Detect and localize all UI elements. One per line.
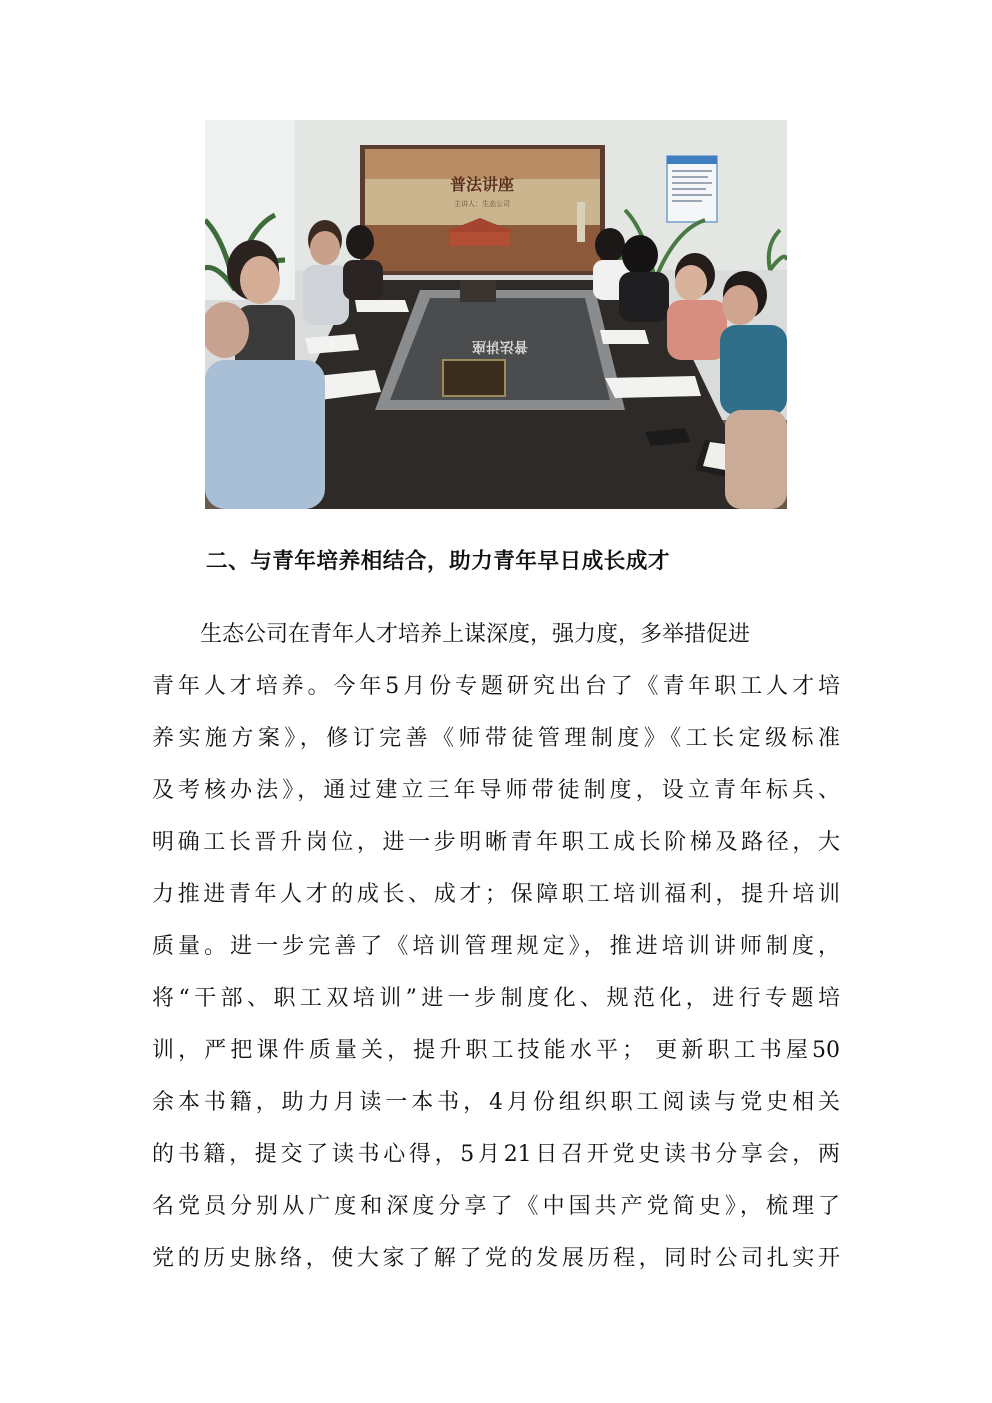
text-line-1: 生态公司在青年人才培养上谋深度，强力度，多举措促进 [200, 622, 751, 647]
text-line-13: 党的历史脉络，使大家了解了党的发展历程，同时公司扎实开 [152, 1246, 840, 1271]
text-line-9: 训，严把课件质量关，提升职工技能水平； 更新职工书屋50 [152, 1038, 840, 1063]
screen-title: 普法讲座 [449, 175, 515, 194]
text-line-3: 养实施方案》，修订完善《师带徒管理制度》《工长定级标准 [152, 726, 840, 751]
text-line-6: 力推进青年人才的成长、成才；保障职工培训福利，提升培训 [152, 882, 840, 907]
text-line-8: 将“干部、职工双培训”进一步制度化、规范化，进行专题培 [152, 986, 840, 1011]
text-line-2: 青年人才培养。今年5月份专题研究出台了《青年职工人才培 [152, 674, 840, 699]
body-paragraph [152, 613, 852, 1289]
table-reflection-text: 普法讲座 [472, 338, 528, 354]
text-line-7: 质量。进一步完善了《培训管理规定》，推进培训讲师制度， [152, 934, 840, 959]
text-line-12: 名党员分别从广度和深度分享了《中国共产党简史》，梳理了 [152, 1194, 840, 1219]
text-line-10: 余本书籍，助力月读一本书，4月份组织职工阅读与党史相关 [152, 1090, 840, 1115]
section-heading: 二、与青年培养相结合，助力青年早日成长成才 [206, 549, 671, 574]
text-line-5: 明确工长晋升岗位，进一步明晰青年职工成长阶梯及路径，大 [152, 830, 840, 855]
screen-subtitle: 主讲人：生态公司 [454, 200, 510, 208]
projection-screen [360, 145, 605, 275]
wall-poster [667, 156, 717, 222]
meeting-photo-illustration [205, 120, 787, 509]
meeting-photo [205, 120, 787, 509]
text-line-4: 及考核办法》，通过建立三年导师带徒制度，设立青年标兵、 [152, 778, 840, 803]
text-line-11: 的书籍，提交了读书心得，5月21日召开党史读书分享会，两 [152, 1142, 840, 1167]
